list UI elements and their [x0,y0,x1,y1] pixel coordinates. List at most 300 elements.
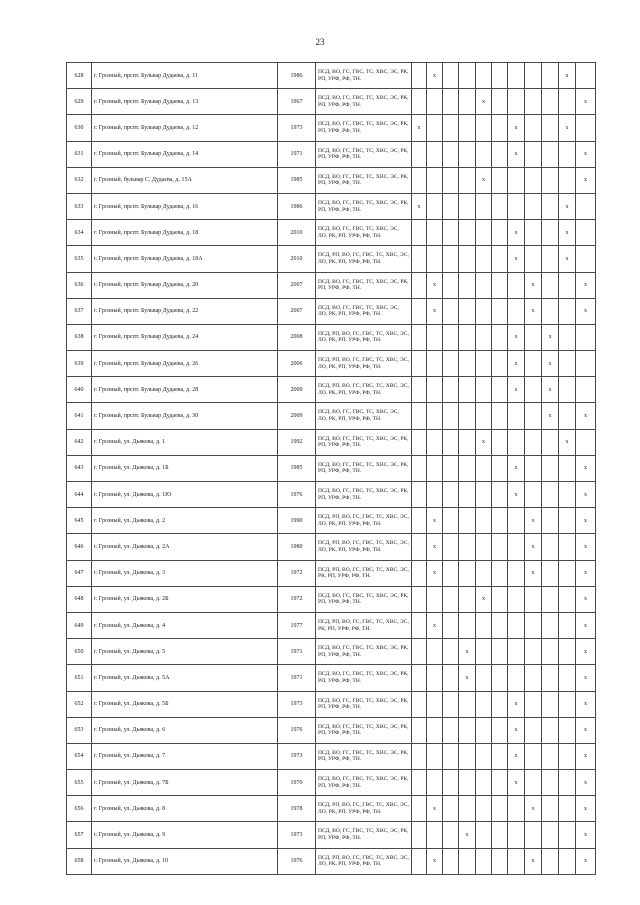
row-year: 1971 [278,665,316,691]
row-mark-cell [412,665,427,691]
table-row [67,691,596,717]
row-systems: ПСД, ВО, ГС, ГВС, ТС, ХВС, ЭС, РК, РП, УРФ, РФ, ТН. [316,743,412,769]
row-systems: ПСД, ВО, ГС, ГВС, ТС, ХВС, ЭС, РК, РП, УРФ, РФ, ТН. [316,586,412,612]
row-mark-cell [443,665,459,691]
row-mark-cell: x [508,691,525,717]
row-mark-cell [443,429,459,455]
row-year: 2008 [278,324,316,350]
row-mark-cell [542,717,559,743]
row-mark-cell [525,377,542,403]
row-mark-cell [476,63,492,89]
row-mark-cell [427,141,443,167]
row-mark-cell [427,743,443,769]
row-mark-cell [443,639,459,665]
row-mark-cell [508,822,525,848]
row-systems: ПСД, ВО, ГС, ГВС, ТС, ХВС, ЭС, РК, РП, УРФ, РФ, ТН. [316,482,412,508]
row-mark-cell [542,508,559,534]
row-mark-cell [412,639,427,665]
row-address: г. Грозный, ул. Дьякова, д. 1Ю [92,482,278,508]
row-mark-cell: x [508,770,525,796]
row-mark-cell [412,324,427,350]
row-mark-cell [542,482,559,508]
row-mark-cell: x [508,141,525,167]
row-mark-cell [525,429,542,455]
row-systems: ПСД, ВО, ГС, ГВС, ТС, ХВС, ЭС, РК, РП, УРФ, РФ, ТН. [316,455,412,481]
row-mark-cell [525,586,542,612]
row-mark-cell [542,586,559,612]
row-mark-cell [576,246,596,272]
row-mark-cell [443,455,459,481]
row-mark-cell [476,534,492,560]
row-mark-cell: x [576,534,596,560]
row-mark-cell [542,298,559,324]
row-mark-cell [542,246,559,272]
row-address: г. Грозный, прспт. Бульвар Дудаева, д. 20 [92,272,278,298]
row-mark-cell: x [576,691,596,717]
row-mark-cell: x [459,822,476,848]
row-mark-cell [525,246,542,272]
row-year: 1990 [278,508,316,534]
row-mark-cell: x [525,560,542,586]
row-mark-cell [443,141,459,167]
row-mark-cell [576,377,596,403]
row-mark-cell [559,796,576,822]
table-row [67,534,596,560]
row-systems: ПСД, ВО, ГС, ГВС, ТС, ХВС, ЭС, ЛО, РК, РП, УРФ, РФ, ТН. [316,403,412,429]
row-mark-cell [525,63,542,89]
page-number: 23 [315,37,325,47]
row-mark-cell [412,377,427,403]
row-mark-cell: x [476,429,492,455]
row-mark-cell [525,403,542,429]
row-year: 1976 [278,848,316,874]
row-mark-cell [412,822,427,848]
row-mark-cell [559,586,576,612]
row-mark-cell [427,639,443,665]
row-mark-cell [443,403,459,429]
row-mark-cell [559,403,576,429]
row-mark-cell [508,612,525,638]
table-row [67,141,596,167]
row-mark-cell [508,586,525,612]
row-systems: ПСД, РП, ВО, ГС, ГВС, ТС, ХВС, ЭС, ЛО, РК, РП, УРФ, РФ, ТН. [316,351,412,377]
table-row [67,717,596,743]
row-mark-cell [412,455,427,481]
row-mark-cell: x [576,743,596,769]
table-row [67,639,596,665]
row-address: г. Грозный, ул. Дьякова, д. 2 [92,508,278,534]
row-number: 629 [67,89,92,115]
row-mark-cell [427,324,443,350]
row-mark-cell [443,115,459,141]
row-number: 649 [67,612,92,638]
row-mark-cell: x [508,220,525,246]
row-number: 638 [67,324,92,350]
row-mark-cell: x [559,246,576,272]
row-year: 1972 [278,560,316,586]
row-mark-cell [492,115,508,141]
row-mark-cell [476,298,492,324]
row-mark-cell [559,377,576,403]
row-mark-cell: x [412,193,427,219]
row-mark-cell: x [427,848,443,874]
row-year: 1973 [278,691,316,717]
row-year: 1986 [278,63,316,89]
row-address: г. Грозный, ул. Дьякова, д. 5Б [92,691,278,717]
row-mark-cell: x [508,351,525,377]
row-mark-cell [476,822,492,848]
row-address: г. Грозный, ул. Дьякова, д. 8 [92,796,278,822]
table-row [67,822,596,848]
table-row [67,272,596,298]
row-mark-cell [476,455,492,481]
row-systems: ПСД, ВО, ГС, ГВС, ТС, ХВС, ЭС, РК, РП, УРФ, РФ, ТН. [316,115,412,141]
row-year: 1985 [278,455,316,481]
row-mark-cell [443,534,459,560]
row-mark-cell [492,298,508,324]
table-row [67,586,596,612]
row-mark-cell: x [427,508,443,534]
row-mark-cell [559,141,576,167]
row-mark-cell [525,193,542,219]
row-mark-cell: x [476,167,492,193]
row-mark-cell [476,560,492,586]
row-mark-cell [459,272,476,298]
row-number: 654 [67,743,92,769]
row-mark-cell [427,115,443,141]
row-mark-cell [427,482,443,508]
table-row [67,324,596,350]
row-mark-cell: x [542,351,559,377]
row-mark-cell [427,351,443,377]
row-mark-cell [559,743,576,769]
row-mark-cell: x [576,403,596,429]
row-mark-cell: x [576,770,596,796]
table-row [67,796,596,822]
row-mark-cell [427,665,443,691]
row-mark-cell [459,743,476,769]
row-address: г. Грозный, ул. Дьякова, д. 5 [92,639,278,665]
row-mark-cell [525,822,542,848]
row-mark-cell [542,665,559,691]
row-mark-cell [459,193,476,219]
row-mark-cell [412,482,427,508]
row-systems: ПСД, ВО, ГС, ГВС, ТС, ХВС, ЭС, РК, РП, УРФ, РФ, ТН. [316,691,412,717]
row-mark-cell [459,770,476,796]
row-mark-cell [542,639,559,665]
row-year: 1973 [278,822,316,848]
row-number: 658 [67,848,92,874]
row-mark-cell [542,822,559,848]
row-mark-cell [443,246,459,272]
row-mark-cell [459,534,476,560]
row-systems: ПСД, ВО, ГС, ГВС, ТС, ХВС, ЭС, РК, РП, УРФ, РФ, ТН. [316,665,412,691]
row-mark-cell: x [525,796,542,822]
row-mark-cell [412,141,427,167]
row-mark-cell [559,351,576,377]
row-mark-cell [476,141,492,167]
row-mark-cell: x [576,848,596,874]
row-mark-cell [525,482,542,508]
row-mark-cell [542,141,559,167]
row-mark-cell [525,691,542,717]
row-mark-cell: x [508,455,525,481]
row-address: г. Грозный, прспт. Бульвар Дудаева, д. 28 [92,377,278,403]
row-mark-cell: x [576,586,596,612]
row-mark-cell [559,89,576,115]
row-address: г. Грозный, прспт. Бульвар Дудаева, д. 24 [92,324,278,350]
row-mark-cell [525,89,542,115]
row-mark-cell [459,324,476,350]
row-mark-cell [476,665,492,691]
row-address: г. Грозный, ул. Дьякова, д. 10 [92,848,278,874]
row-mark-cell [443,351,459,377]
row-mark-cell [443,298,459,324]
row-mark-cell [459,455,476,481]
row-mark-cell: x [576,612,596,638]
row-number: 635 [67,246,92,272]
row-year: 1980 [278,534,316,560]
row-mark-cell [542,612,559,638]
row-mark-cell [492,89,508,115]
table-row [67,298,596,324]
row-mark-cell [559,324,576,350]
row-mark-cell [525,770,542,796]
row-mark-cell [476,612,492,638]
row-address: г. Грозный, прспт. Бульвар Дудаева, д. 18А [92,246,278,272]
row-mark-cell [492,455,508,481]
row-mark-cell: x [576,717,596,743]
row-mark-cell [412,351,427,377]
row-mark-cell [476,220,492,246]
row-year: 2010 [278,220,316,246]
row-mark-cell [412,743,427,769]
row-mark-cell [459,717,476,743]
table-row [67,377,596,403]
row-mark-cell: x [427,63,443,89]
row-mark-cell [542,167,559,193]
row-mark-cell [412,508,427,534]
row-mark-cell [492,560,508,586]
row-mark-cell [459,796,476,822]
row-mark-cell [459,246,476,272]
row-mark-cell [443,743,459,769]
row-year: 1973 [278,743,316,769]
row-mark-cell [508,665,525,691]
row-systems: ПСД, ВО, ГС, ГВС, ТС, ХВС, ЭС, ЛО, РК, РП, УРФ, РФ, ТН. [316,298,412,324]
row-mark-cell: x [427,272,443,298]
table-row [67,167,596,193]
row-mark-cell [559,272,576,298]
table-row [67,612,596,638]
row-mark-cell: x [459,665,476,691]
row-mark-cell [542,429,559,455]
row-mark-cell [542,848,559,874]
row-mark-cell [459,429,476,455]
row-mark-cell [542,560,559,586]
row-mark-cell [508,796,525,822]
row-mark-cell [576,220,596,246]
row-mark-cell [412,534,427,560]
row-number: 628 [67,63,92,89]
row-number: 652 [67,691,92,717]
table-row [67,193,596,219]
row-mark-cell: x [542,377,559,403]
row-mark-cell: x [525,534,542,560]
row-mark-cell [443,482,459,508]
row-mark-cell [459,167,476,193]
row-address: г. Грозный, прспт. Бульвар Дудаева, д. 16 [92,193,278,219]
row-systems: ПСД, РП, ВО, ГС, ГВС, ТС, ХВС, ЭС, РК, РП, УРФ, РФ, ТН. [316,612,412,638]
row-mark-cell [492,612,508,638]
row-mark-cell [476,639,492,665]
row-mark-cell [412,848,427,874]
row-mark-cell [559,482,576,508]
row-mark-cell [476,403,492,429]
row-mark-cell [443,220,459,246]
row-mark-cell [427,770,443,796]
row-number: 656 [67,796,92,822]
row-systems: ПСД, РП, ВО, ГС, ГВС, ТС, ХВС, ЭС, ЛО, РК, РП, УРФ, РФ, ТН. [316,534,412,560]
row-mark-cell [412,167,427,193]
row-mark-cell [525,612,542,638]
table-row [67,743,596,769]
row-systems: ПСД, РП, ВО, ГС, ГВС, ТС, ХВС, ЭС, ЛО, РК, РП, УРФ, РФ, ТН. [316,246,412,272]
row-systems: ПСД, ВО, ГС, ГВС, ТС, ХВС, ЭС, РК, РП, УРФ, РФ, ТН. [316,167,412,193]
row-mark-cell: x [576,796,596,822]
row-address: г. Грозный, прспт. Бульвар Дудаева, д. 22 [92,298,278,324]
row-year: 1973 [278,115,316,141]
row-number: 630 [67,115,92,141]
row-mark-cell [443,377,459,403]
row-mark-cell [559,298,576,324]
row-mark-cell [542,89,559,115]
row-mark-cell [459,115,476,141]
row-mark-cell [492,508,508,534]
row-mark-cell [443,193,459,219]
row-mark-cell: x [427,612,443,638]
row-mark-cell: x [576,560,596,586]
row-mark-cell [427,429,443,455]
row-mark-cell [427,167,443,193]
row-mark-cell [525,351,542,377]
row-address: г. Грозный, прспт. Бульвар Дудаева, д. 12 [92,115,278,141]
row-mark-cell [427,717,443,743]
row-mark-cell: x [576,455,596,481]
row-mark-cell [427,586,443,612]
row-mark-cell [559,455,576,481]
row-mark-cell: x [576,508,596,534]
row-mark-cell: x [427,796,443,822]
row-year: 1986 [278,193,316,219]
row-systems: ПСД, РП, ВО, ГС, ГВС, ТС, ХВС, ЭС, ЛО, РК, РП, УРФ, РФ, ТН. [316,796,412,822]
row-number: 646 [67,534,92,560]
row-mark-cell [542,455,559,481]
row-systems: ПСД, РП, ВО, ГС, ГВС, ТС, ХВС, ЭС, ЛО, РК, РП, УРФ, РФ, ТН. [316,324,412,350]
row-mark-cell [525,115,542,141]
row-mark-cell [412,403,427,429]
row-mark-cell [412,612,427,638]
row-mark-cell [459,403,476,429]
row-mark-cell: x [576,639,596,665]
row-mark-cell [459,691,476,717]
row-mark-cell: x [412,115,427,141]
row-mark-cell: x [508,246,525,272]
row-mark-cell [492,770,508,796]
row-mark-cell [559,848,576,874]
row-address: г. Грозный, ул. Дьякова, д. 2А [92,534,278,560]
row-mark-cell [412,246,427,272]
row-mark-cell [559,639,576,665]
row-mark-cell [412,717,427,743]
row-mark-cell [476,324,492,350]
row-address: г. Грозный, прспт. Бульвар Дудаева, д. 13 [92,89,278,115]
row-mark-cell [443,717,459,743]
row-year: 1971 [278,639,316,665]
row-mark-cell [508,848,525,874]
row-mark-cell [492,743,508,769]
row-mark-cell [508,403,525,429]
row-mark-cell: x [576,89,596,115]
row-mark-cell [427,403,443,429]
row-mark-cell [492,141,508,167]
row-mark-cell [525,743,542,769]
row-systems: ПСД, ВО, ГС, ГВС, ТС, ХВС, ЭС, РК, РП, УРФ, РФ, ТН. [316,822,412,848]
row-mark-cell [525,141,542,167]
row-mark-cell [492,63,508,89]
row-mark-cell [459,220,476,246]
row-mark-cell: x [508,482,525,508]
row-mark-cell: x [427,298,443,324]
row-mark-cell [492,324,508,350]
row-mark-cell [508,272,525,298]
row-systems: ПСД, ВО, ГС, ГВС, ТС, ХВС, ЭС, ЛО, РК, РП, УРФ, РФ, ТН. [316,220,412,246]
row-mark-cell [476,691,492,717]
row-mark-cell [443,770,459,796]
row-address: г. Грозный, ул. Дьякова, д. 2Б [92,586,278,612]
row-mark-cell [443,691,459,717]
row-number: 648 [67,586,92,612]
row-mark-cell [459,351,476,377]
row-mark-cell [492,272,508,298]
row-mark-cell: x [476,586,492,612]
row-address: г. Грозный, ул. Дьякова, д. 9 [92,822,278,848]
row-mark-cell [542,770,559,796]
row-year: 1976 [278,717,316,743]
row-mark-cell [525,220,542,246]
row-mark-cell [459,141,476,167]
row-mark-cell [476,246,492,272]
row-number: 643 [67,455,92,481]
row-systems: ПСД, РП, ВО, ГС, ГВС, ТС, ХВС, ЭС, ЛО, РК, РП, УРФ, РФ, ТН. [316,848,412,874]
row-mark-cell [443,586,459,612]
row-mark-cell [559,822,576,848]
row-mark-cell [525,455,542,481]
row-mark-cell: x [508,324,525,350]
row-mark-cell [542,272,559,298]
row-mark-cell: x [525,848,542,874]
row-mark-cell [459,63,476,89]
row-mark-cell [476,796,492,822]
row-mark-cell [508,560,525,586]
row-mark-cell [412,63,427,89]
row-mark-cell [492,167,508,193]
row-mark-cell [427,193,443,219]
row-mark-cell [476,508,492,534]
row-mark-cell [459,298,476,324]
row-mark-cell [492,822,508,848]
row-mark-cell [443,167,459,193]
